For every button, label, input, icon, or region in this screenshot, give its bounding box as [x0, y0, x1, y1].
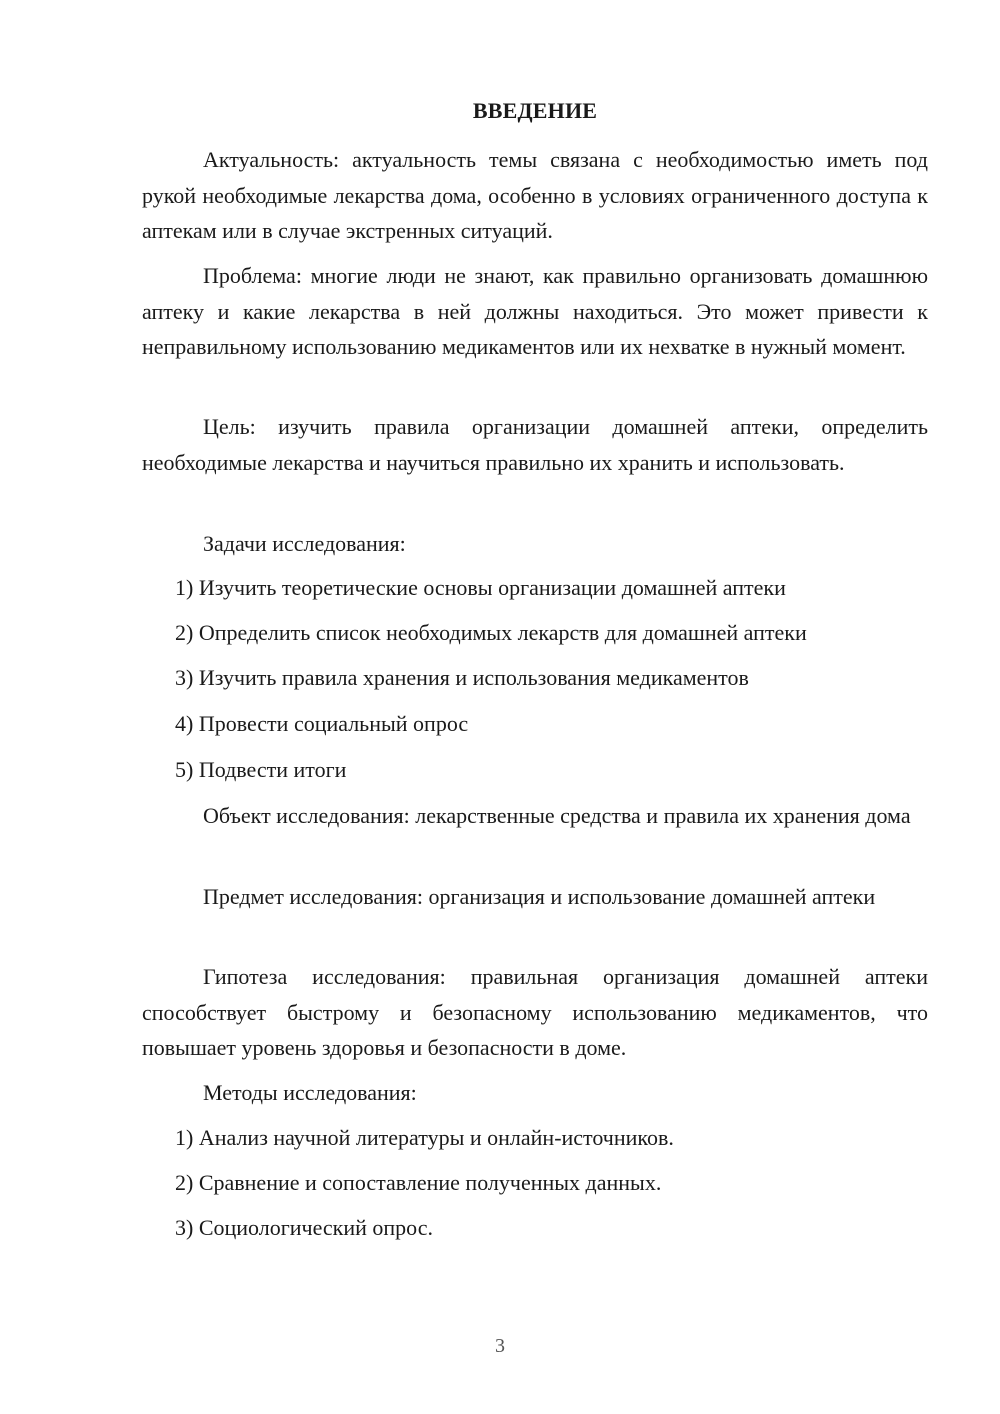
page-number: 3: [495, 1335, 505, 1357]
subject-paragraph: Предмет исследования: организация и использование домашней аптеки: [203, 884, 876, 909]
section-heading: ВВЕДЕНИЕ: [472, 98, 598, 123]
tasks-heading: Задачи исследования:: [203, 531, 406, 556]
methods-heading: Методы исследования:: [203, 1080, 417, 1105]
relevance-paragraph: Актуальность: актуальность темы связана с необходимостью иметь под рукой необходимые лекарства дома, особенно в условиях ограниченного доступа к аптекам или в случае экстренных ситуаций.: [142, 147, 928, 243]
hypothesis-paragraph: Гипотеза исследования: правильная организация домашней аптеки способствует быстрому и безопасному использованию медикаментов, что повышает уровень здоровья и безопасности в доме.: [142, 964, 928, 1060]
task-item-2: 2) Определить список необходимых лекарств для домашней аптеки: [175, 620, 807, 645]
task-item-4: 4) Провести социальный опрос: [175, 711, 469, 736]
method-item-3: 3) Социологический опрос.: [175, 1215, 433, 1240]
method-item-1: 1) Анализ научной литературы и онлайн-источников.: [175, 1125, 674, 1150]
method-item-2: 2) Сравнение и сопоставление полученных данных.: [175, 1170, 662, 1195]
goal-paragraph: Цель: изучить правила организации домашней аптеки, определить необходимые лекарства и научиться правильно их хранить и использовать.: [142, 414, 928, 475]
task-item-3: 3) Изучить правила хранения и использования медикаментов: [175, 665, 749, 690]
object-paragraph: Объект исследования: лекарственные средства и правила их хранения дома: [203, 803, 911, 828]
task-item-5: 5) Подвести итоги: [175, 757, 347, 782]
problem-paragraph: Проблема: многие люди не знают, как правильно организовать домашнюю аптеку и какие лекарства в ней должны находиться. Это может привести к неправильному использованию медикаментов или их нехватке в нужный момент.: [142, 263, 928, 359]
task-item-1: 1) Изучить теоретические основы организации домашней аптеки: [175, 575, 786, 600]
